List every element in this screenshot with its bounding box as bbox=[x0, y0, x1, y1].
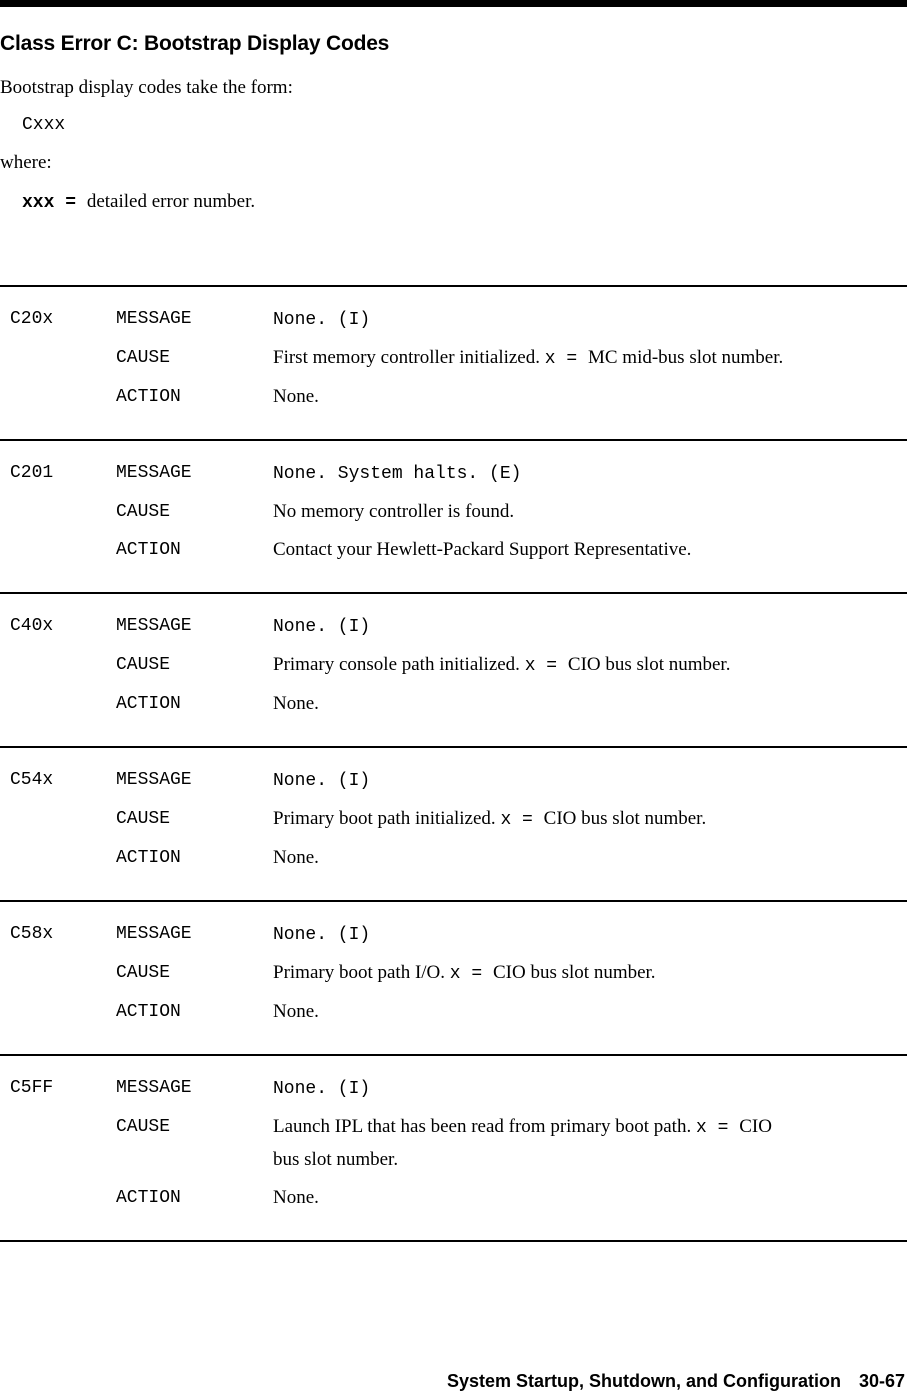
text-fragment: CIO bus slot number. bbox=[567, 654, 731, 675]
code-fragment: x = bbox=[544, 349, 588, 369]
field-label-action: ACTION bbox=[116, 1002, 181, 1022]
error-code: C58x bbox=[10, 924, 54, 944]
field-label-message: MESSAGE bbox=[116, 309, 192, 329]
error-code-entry bbox=[0, 900, 907, 1054]
field-label-cause: CAUSE bbox=[116, 1117, 171, 1137]
field-label-action: ACTION bbox=[116, 387, 181, 407]
field-value-cause bbox=[273, 342, 905, 375]
text-fragment: None. bbox=[273, 847, 319, 868]
page-top-rule bbox=[0, 0, 907, 7]
field-value-message bbox=[273, 610, 905, 643]
field-value-cause bbox=[273, 957, 905, 990]
text-fragment: None. bbox=[273, 1187, 319, 1208]
code-fragment: None. (I) bbox=[273, 617, 371, 637]
field-label-message: MESSAGE bbox=[116, 924, 192, 944]
code-fragment: None. (I) bbox=[273, 310, 371, 330]
error-code: C20x bbox=[10, 309, 54, 329]
error-code: C5FF bbox=[10, 1078, 54, 1098]
page-title: Class Error C: Bootstrap Display Codes bbox=[0, 32, 390, 55]
text-fragment: First memory controller initialized. bbox=[273, 347, 545, 368]
field-value-action bbox=[273, 996, 905, 1028]
text-fragment: MC mid-bus slot number. bbox=[587, 347, 784, 368]
field-value-message bbox=[273, 1072, 905, 1105]
field-value-message bbox=[273, 764, 905, 797]
error-code-entry bbox=[0, 746, 907, 900]
text-fragment: Primary boot path I/O. bbox=[273, 962, 450, 983]
field-label-message: MESSAGE bbox=[116, 770, 192, 790]
code-fragment: None. (I) bbox=[273, 771, 371, 791]
error-code-table bbox=[0, 285, 907, 1242]
field-label-message: MESSAGE bbox=[116, 616, 192, 636]
field-label-cause: CAUSE bbox=[116, 655, 171, 675]
field-value-cause bbox=[273, 803, 905, 836]
field-label-cause: CAUSE bbox=[116, 809, 171, 829]
field-label-message: MESSAGE bbox=[116, 1078, 192, 1098]
footer-title: System Startup, Shutdown, and Configuration bbox=[446, 1371, 841, 1391]
text-fragment: No memory controller is found. bbox=[273, 501, 515, 522]
code-fragment: None. (I) bbox=[273, 925, 371, 945]
field-label-cause: CAUSE bbox=[116, 963, 171, 983]
field-value-action bbox=[273, 381, 905, 413]
text-fragment: Contact your Hewlett-Packard Support Representative. bbox=[273, 539, 692, 560]
field-value-action bbox=[273, 842, 905, 874]
error-code: C201 bbox=[10, 463, 54, 483]
text-fragment: None. bbox=[273, 1001, 319, 1022]
error-code-entry bbox=[0, 285, 907, 439]
footer-page-number: 30-67 bbox=[858, 1371, 905, 1391]
field-value-cause bbox=[273, 496, 905, 528]
code-form: Cxxx bbox=[22, 115, 66, 135]
code-fragment: x = bbox=[524, 656, 568, 676]
text-fragment: CIO bus slot number. bbox=[543, 808, 707, 829]
text-fragment: Primary boot path initialized. bbox=[273, 808, 501, 829]
text-fragment: CIO bbox=[739, 1116, 772, 1137]
field-value-message bbox=[273, 918, 905, 951]
field-label-cause: CAUSE bbox=[116, 502, 171, 522]
code-fragment: x = bbox=[449, 964, 493, 984]
error-code-entry bbox=[0, 1054, 907, 1240]
code-fragment: x = bbox=[695, 1118, 740, 1138]
error-code: C54x bbox=[10, 770, 54, 790]
where-definition bbox=[22, 192, 907, 213]
text-fragment: None. bbox=[273, 693, 319, 714]
code-fragment: None. System halts. (E) bbox=[273, 464, 522, 484]
text-fragment: bus slot number. bbox=[273, 1149, 399, 1170]
field-value-action bbox=[273, 1182, 905, 1214]
field-label-action: ACTION bbox=[116, 848, 181, 868]
page-footer bbox=[447, 1371, 905, 1391]
field-value-cause bbox=[273, 1111, 905, 1176]
field-label-action: ACTION bbox=[116, 1188, 181, 1208]
field-value-action bbox=[273, 688, 905, 720]
text-fragment: Primary console path initialized. bbox=[273, 654, 525, 675]
field-value-cause bbox=[273, 649, 905, 682]
field-label-action: ACTION bbox=[116, 540, 181, 560]
text-fragment: Launch IPL that has been read from primary boot path. bbox=[273, 1116, 696, 1137]
error-code: C40x bbox=[10, 616, 54, 636]
intro-text: Bootstrap display codes take the form: bbox=[0, 77, 293, 98]
error-code-entry bbox=[0, 439, 907, 592]
field-label-message: MESSAGE bbox=[116, 463, 192, 483]
field-value-action bbox=[273, 534, 905, 566]
field-label-action: ACTION bbox=[116, 694, 181, 714]
code-fragment: x = bbox=[500, 810, 544, 830]
text-fragment: detailed error number. bbox=[86, 191, 256, 212]
code-fragment: None. (I) bbox=[273, 1079, 371, 1099]
text-fragment: None. bbox=[273, 386, 319, 407]
field-label-cause: CAUSE bbox=[116, 348, 171, 368]
field-value-message bbox=[273, 457, 905, 490]
text-fragment: CIO bus slot number. bbox=[493, 962, 656, 983]
where-label: where: bbox=[0, 152, 52, 173]
field-value-message bbox=[273, 303, 905, 336]
error-code-entry bbox=[0, 592, 907, 746]
code-fragment: xxx = bbox=[22, 193, 87, 213]
